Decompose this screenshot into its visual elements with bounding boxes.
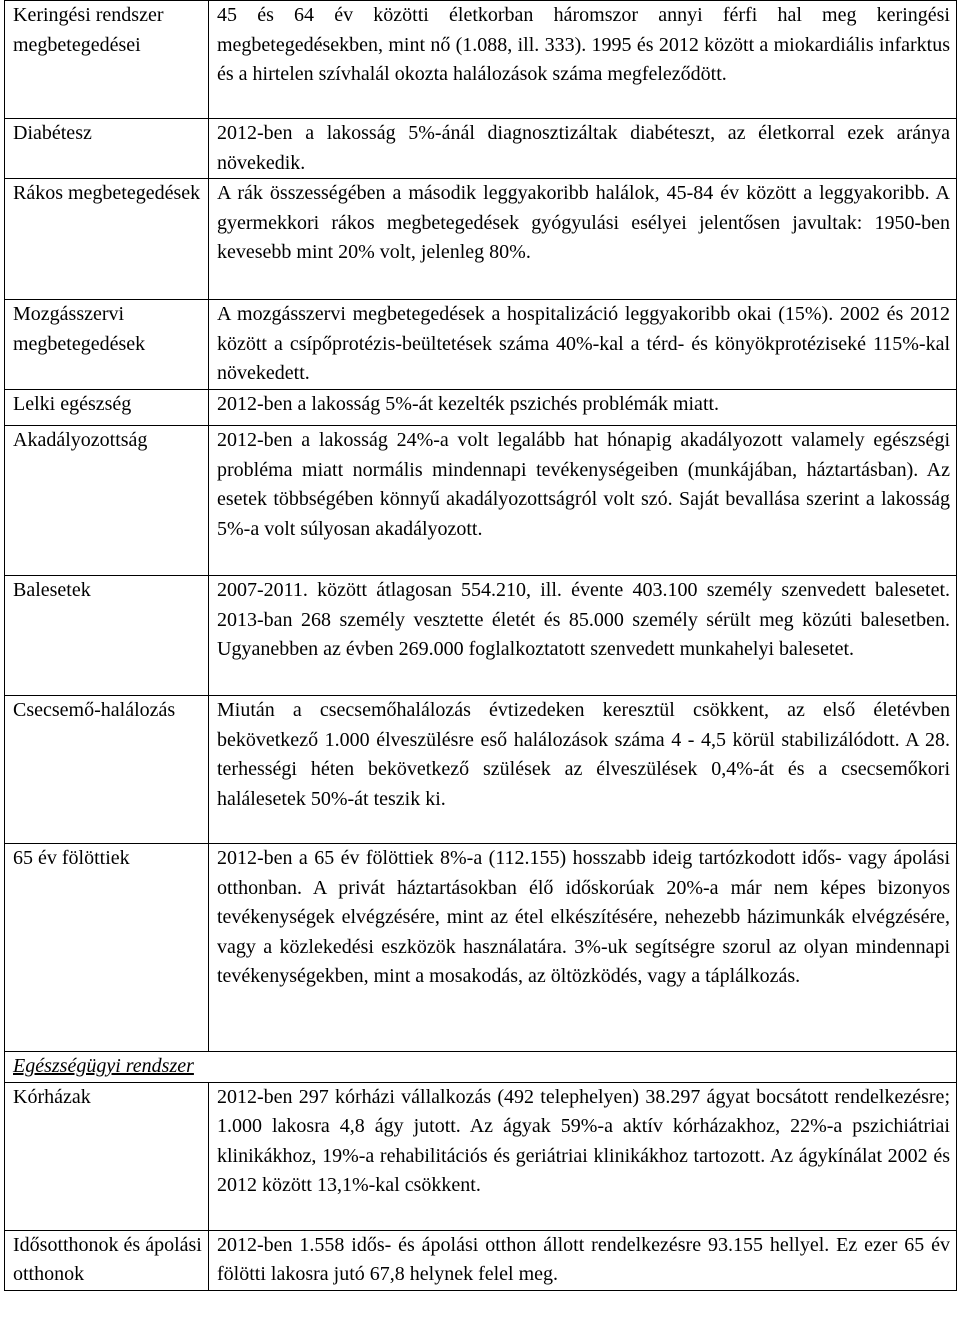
- row-text: 2012-ben a lakosság 24%-a volt legalább hat hónapig akadályozott valamely egészségi probléma miatt normális mindennapi tevékenységeiben (munkájában, háztartásban). Az esetek többségében könnyű akadályozottságról volt szó. Saját bevallása szerint a lakosság 5%-a volt súlyosan akadályozott.: [209, 426, 957, 576]
- table-row: [5, 1082, 957, 1230]
- row-label: Lelki egészség: [5, 390, 209, 426]
- row-text: A rák összességében a második leggyakoribb halálok, 45-84 év között a leggyakoribb. A gyermekkori rákos megbetegedések gyógyulási esélyei jelentősen javultak: 1950-ben kevesebb mint 20% volt, jelenleg 80%.: [209, 179, 957, 300]
- row-text: 2012-ben a lakosság 5%-át kezelték pszichés problémák miatt.: [209, 390, 957, 426]
- row-text: 2012-ben a 65 év fölöttiek 8%-a (112.155) hosszabb ideig tartózkodott idős- vagy ápolási otthonban. A privát háztartásokban élő időskorúak 20%-a már nem képes bizonyos tevékenységek elvégzésére, mint az étel elkészítésére, nehezebb házimunkák elvégzésére, vagy a közlekedési eszközök használatára. 3%-uk segítségre szorul az olyan mindennapi tevékenységekben, mint a mosakodás, az öltözködés, vagy a táplálkozás.: [209, 844, 957, 1052]
- row-text: Miután a csecsemőhalálozás évtizedeken keresztül csökkent, az első életévben bekövetkező 1.000 élveszülésre eső halálozások száma 4 - 4,5 körül stabilizálódott. A 28. terhességi héten bekövetkező szülések az élveszülések 0,4%-át és a csecsemőkori halálesetek 50%-át teszik ki.: [209, 696, 957, 844]
- row-label: Mozgásszervi megbetegedések: [5, 300, 209, 390]
- row-label: Csecsemő-halálozás: [5, 696, 209, 844]
- row-label: 65 év fölöttiek: [5, 844, 209, 1052]
- row-text: A mozgásszervi megbetegedések a hospitalizáció leggyakoribb okai (15%). 2002 és 2012 között a csípőprotézis-beültetések száma 40%-kal a térd- és könyökprotéziseké 115%-kal növekedett.: [209, 300, 957, 390]
- row-label: Diabétesz: [5, 119, 209, 179]
- table-row: [5, 844, 957, 1052]
- table-row: [5, 576, 957, 696]
- row-text: 2012-ben 297 kórházi vállalkozás (492 telephelyen) 38.297 ágyat bocsátott rendelkezésre; 1.000 lakosra 4,8 ágy jutott. Az ágyak 59%-a aktív kórházakhoz, 22%-a pszichiátriai klinikákhoz, 19%-a rehabilitációs és geriátriai klinikákhoz tartozott. Az ágykínálat 2002 és 2012 között 13,1%-kal csökkent.: [209, 1082, 957, 1230]
- row-text: 2007-2011. között átlagosan 554.210, ill. évente 403.100 személy szenvedett balesetet. 2013-ban 268 személy vesztette életét és 85.000 személy sérült meg közúti balesetben. Ugyanebben az évben 269.000 foglalkoztatott szenvedett munkahelyi balesetet.: [209, 576, 957, 696]
- row-text: 45 és 64 év közötti életkorban háromszor annyi férfi hal meg keringési megbetegedésekben, mint nő (1.088, ill. 333). 1995 és 2012 között a miokardiális infarktus és a hirtelen szívhalál okozta halálozások száma megfeleződött.: [209, 1, 957, 119]
- row-text: 2012-ben a lakosság 5%-ánál diagnosztizáltak diabéteszt, az életkorral ezek aránya növekedik.: [209, 119, 957, 179]
- table-row: [5, 179, 957, 300]
- table-row: [5, 390, 957, 426]
- row-label: Keringési rendszer megbetegedései: [5, 1, 209, 119]
- table-row: [5, 696, 957, 844]
- table-row: [5, 426, 957, 576]
- table-row: [5, 300, 957, 390]
- table-row: [5, 119, 957, 179]
- table-row: [5, 1230, 957, 1290]
- health-facts-table: [4, 0, 957, 1291]
- row-label: Kórházak: [5, 1082, 209, 1230]
- table-row: [5, 1, 957, 119]
- row-label: Balesetek: [5, 576, 209, 696]
- row-label: Akadályozottság: [5, 426, 209, 576]
- section-title: Egészségügyi rendszer: [5, 1052, 957, 1083]
- row-text: 2012-ben 1.558 idős- és ápolási otthon állott rendelkezésre 93.155 hellyel. Ez ezer 65 év fölötti lakosra jutó 67,8 helynek felel meg.: [209, 1230, 957, 1290]
- section-row: [5, 1052, 957, 1083]
- row-label: Rákos megbetegedések: [5, 179, 209, 300]
- row-label: Idősotthonok és ápolási otthonok: [5, 1230, 209, 1290]
